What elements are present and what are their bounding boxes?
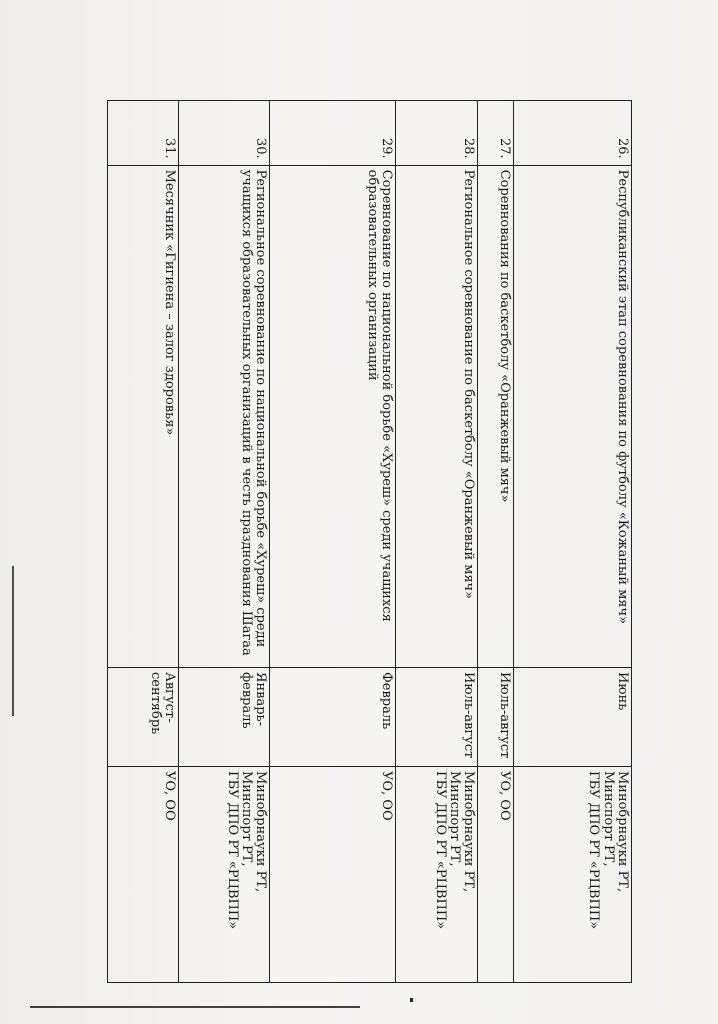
event-name: Региональное соревнование по национальной борьбе «Хуреш» среди учащихся образовательных организаций в честь празднования Шагаа: [178, 165, 270, 667]
event-name: Соревнование по национальной борьбе «Хуреш» среди учащихся образовательных организаций: [270, 165, 395, 667]
row-number: 26.: [513, 101, 631, 166]
event-name: Республиканский этап соревнования по футболу «Кожаный мяч»: [513, 165, 631, 667]
event-date: Февраль: [270, 667, 395, 766]
organizer-line: Минспорт РТ,: [447, 770, 463, 867]
organizer-line: УО, ОО: [496, 770, 512, 821]
organizer-line: ГБУ ДПО РТ «РЦВПП»: [586, 770, 602, 930]
event-name: Соревнования по баскетболу «Оранжевый мяч»: [478, 165, 513, 667]
event-date: Июль-август: [395, 667, 478, 766]
event-date: Июнь: [513, 667, 631, 766]
organizer-line: ГБУ ДПО РТ «РЦВПП»: [432, 770, 448, 930]
events-table: [107, 100, 632, 983]
row-number: 31.: [108, 101, 179, 166]
organizer-line: Минобрнауки РТ,: [615, 770, 630, 893]
organizer-line: ГБУ ДПО РТ «РЦВПП»: [224, 770, 240, 930]
organizer-line: Минспорт РТ,: [239, 770, 255, 867]
event-date: Июль-август: [478, 667, 513, 766]
table-row: [270, 101, 395, 983]
event-organizers: [513, 766, 631, 982]
scan-edge-mark: [12, 566, 14, 716]
row-number: 29.: [270, 101, 395, 166]
row-number: 28.: [395, 101, 478, 166]
table-row: [108, 101, 179, 983]
organizer-line: УО, ОО: [161, 770, 177, 821]
event-name: Региональное соревнование по баскетболу «Оранжевый мяч»: [395, 165, 478, 667]
event-date: Январь-февраль: [178, 667, 270, 766]
organizer-line: УО, ОО: [378, 770, 394, 821]
table-row: [178, 101, 270, 983]
rotated-table: [107, 100, 632, 983]
organizer-line: Минобрнауки РТ,: [461, 770, 477, 893]
event-name: Месячник «Гигиена – залог здоровья»: [108, 165, 179, 667]
row-number: 27.: [478, 101, 513, 166]
event-organizers: [270, 766, 395, 982]
organizer-line: Минобрнауки РТ,: [253, 770, 269, 893]
table-row: [513, 101, 631, 983]
organizer-line: Минспорт РТ,: [600, 770, 616, 867]
row-number: 30.: [178, 101, 270, 166]
event-organizers: [108, 766, 179, 982]
event-organizers: [178, 766, 270, 982]
table-row: [395, 101, 478, 983]
table-row: [478, 101, 513, 983]
event-organizers: [395, 766, 478, 982]
scan-edge-mark: [30, 1006, 360, 1008]
event-date: Август-сентябрь: [108, 667, 179, 766]
scan-speck: [410, 998, 413, 1002]
event-organizers: [478, 766, 513, 982]
